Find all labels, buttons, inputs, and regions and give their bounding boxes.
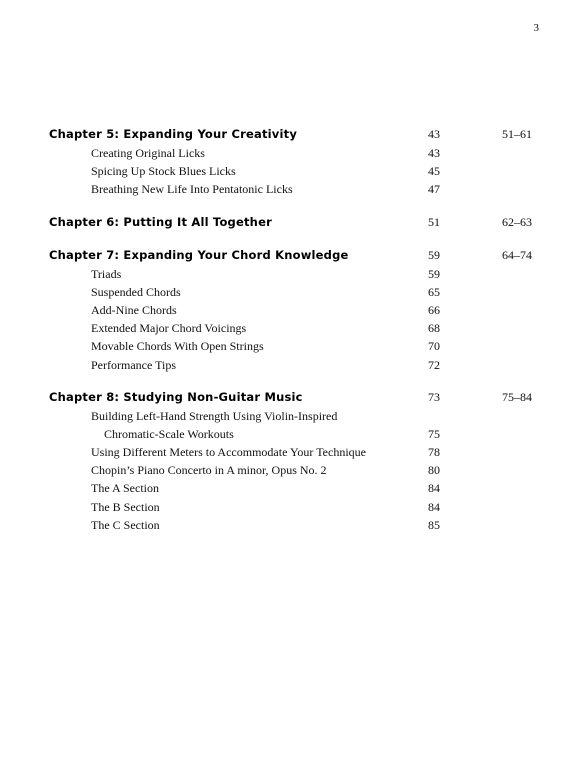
chapter-heading-row: [0, 246, 587, 265]
chapter-page: 51: [428, 214, 440, 229]
section-page: 80: [428, 463, 440, 478]
chapter-tracks: 62–63: [502, 214, 532, 229]
section-page: 72: [428, 357, 440, 372]
chapter-7: [0, 246, 587, 374]
section-row: [0, 498, 587, 516]
section-page: 84: [428, 481, 440, 496]
chapter-tracks: 75–84: [502, 389, 532, 404]
section-title: Creating Original Licks: [91, 146, 205, 160]
chapter-title: Chapter 5: Expanding Your Creativity: [49, 127, 298, 141]
section-title: Using Different Meters to Accommodate Your Technique: [91, 445, 366, 460]
page-number: 3: [533, 22, 539, 34]
chapter-title: Chapter 6: Putting It All Together: [49, 214, 272, 229]
chapter-title: Chapter 8: Studying Non-Guitar Music: [49, 389, 303, 404]
section-title: The C Section: [91, 517, 160, 532]
section-title: The A Section: [91, 481, 159, 496]
section-row: [0, 516, 587, 534]
section-page: 75: [428, 426, 440, 441]
section-row: [0, 144, 587, 162]
section-row: [0, 461, 587, 479]
section-page: 78: [428, 445, 440, 460]
section-title: Performance Tips: [91, 357, 176, 372]
section-row: [0, 479, 587, 497]
chapter-5: [0, 125, 587, 199]
section-page: 85: [428, 517, 440, 532]
section-title: Movable Chords With Open Strings: [91, 339, 264, 354]
chapter-tracks: 51–61: [502, 127, 532, 141]
chapter-tracks: 64–74: [502, 247, 532, 262]
section-row: [0, 301, 587, 319]
table-of-contents: [0, 125, 587, 548]
section-title: Breathing New Life Into Pentatonic Licks: [91, 182, 293, 197]
section-title: Add-Nine Chords: [91, 302, 177, 317]
section-page: 43: [428, 146, 440, 160]
section-row: [0, 443, 587, 461]
section-row: [0, 283, 587, 301]
section-page: 47: [428, 182, 440, 197]
section-title: Extended Major Chord Voicings: [91, 321, 247, 336]
section-row: [0, 180, 587, 198]
chapter-page: 73: [428, 389, 440, 404]
section-row: [0, 356, 587, 374]
chapter-heading-row: [0, 388, 587, 407]
chapter-heading-row: [0, 213, 587, 232]
section-page: 68: [428, 321, 440, 336]
section-title: Suspended Chords: [91, 284, 181, 299]
section-title: Chopin’s Piano Concerto in A minor, Opus No. 2: [91, 463, 327, 478]
section-page: 66: [428, 302, 440, 317]
chapter-page: 43: [428, 127, 440, 141]
section-title-continuation: Chromatic-Scale Workouts: [104, 426, 234, 441]
chapter-6: [0, 213, 587, 232]
section-page: 70: [428, 339, 440, 354]
chapter-heading-row: [0, 125, 587, 144]
section-title: Building Left-Hand Strength Using Violin-Inspired: [91, 408, 338, 423]
section-title: Spicing Up Stock Blues Licks: [91, 164, 236, 179]
section-row: [0, 425, 587, 443]
section-page: 84: [428, 499, 440, 514]
chapter-page: 59: [428, 247, 440, 262]
section-row: [0, 337, 587, 355]
section-page: 65: [428, 284, 440, 299]
section-row: [0, 319, 587, 337]
section-row: [0, 162, 587, 180]
section-row: [0, 265, 587, 283]
section-row: [0, 407, 587, 425]
section-page: 59: [428, 266, 440, 281]
section-title: Triads: [91, 266, 122, 281]
section-title: The B Section: [91, 499, 160, 514]
chapter-title: Chapter 7: Expanding Your Chord Knowledge: [49, 247, 349, 262]
chapter-8: [0, 388, 587, 534]
section-page: 45: [428, 164, 440, 179]
